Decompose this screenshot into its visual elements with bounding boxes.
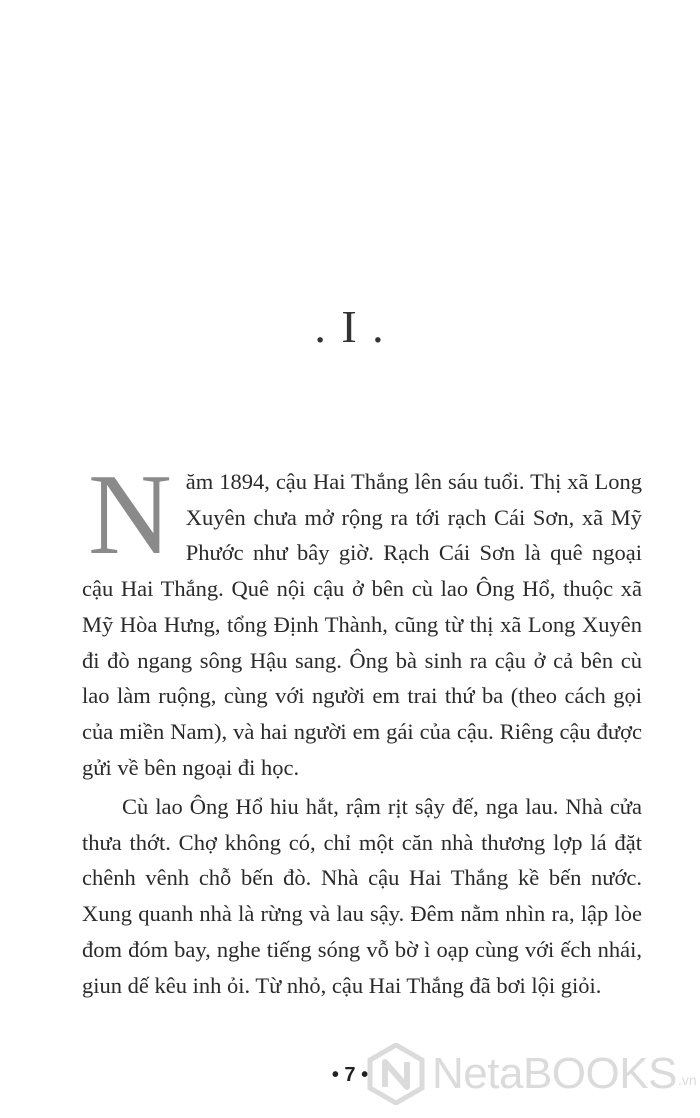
chapter-title: . I . bbox=[314, 301, 386, 352]
watermark-domain: .vn bbox=[677, 1072, 697, 1088]
paragraph-1 bbox=[82, 451, 642, 785]
drop-cap-letter: N bbox=[88, 451, 172, 579]
netabooks-logo-icon bbox=[366, 1043, 426, 1105]
paragraph-1-text: ăm 1894, cậu Hai Thắng lên sáu tuổi. Thị xã Long Xuyên chưa mở rộng ra tới rạch Cái Sơn, xã Mỹ Phước như bây giờ. Rạch Cái Sơn là quê ngoại cậu Hai Thắng. Quê nội cậu ở bên cù lao Ông Hổ, thuộc xã Mỹ Hòa Hưng, tổng Định Thành, cũng từ thị xã Long Xuyên đi đò ngang sông Hậu sang. Ông bà sinh ra cậu ở cả bên cù lao làm ruộng, cùng với người em trai thứ ba (theo cách gọi của miền Nam), và hai người em gái của cậu. Riêng cậu được gửi về bên ngoại đi học. bbox=[82, 469, 642, 780]
paragraph-2: Cù lao Ông Hổ hiu hắt, rậm rịt sậy đế, nga lau. Nhà cửa thưa thớt. Chợ không có, chỉ một căn nhà thương lợp lá đặt chênh vênh chỗ bến đò. Nhà cậu Hai Thắng kề bến nước. Xung quanh nhà là rừng và lau sậy. Đêm nằm nhìn ra, lập lòe đom đóm bay, nghe tiếng sóng vỗ bờ ì oạp cùng với ếch nhái, giun dế kêu inh ỏi. Từ nhỏ, cậu Hai Thắng đã bơi lội giỏi. bbox=[82, 794, 642, 998]
watermark-brand: NetaBOOKS bbox=[432, 1049, 677, 1098]
watermark bbox=[366, 1042, 697, 1106]
page-number: • 7 • bbox=[331, 1064, 369, 1086]
